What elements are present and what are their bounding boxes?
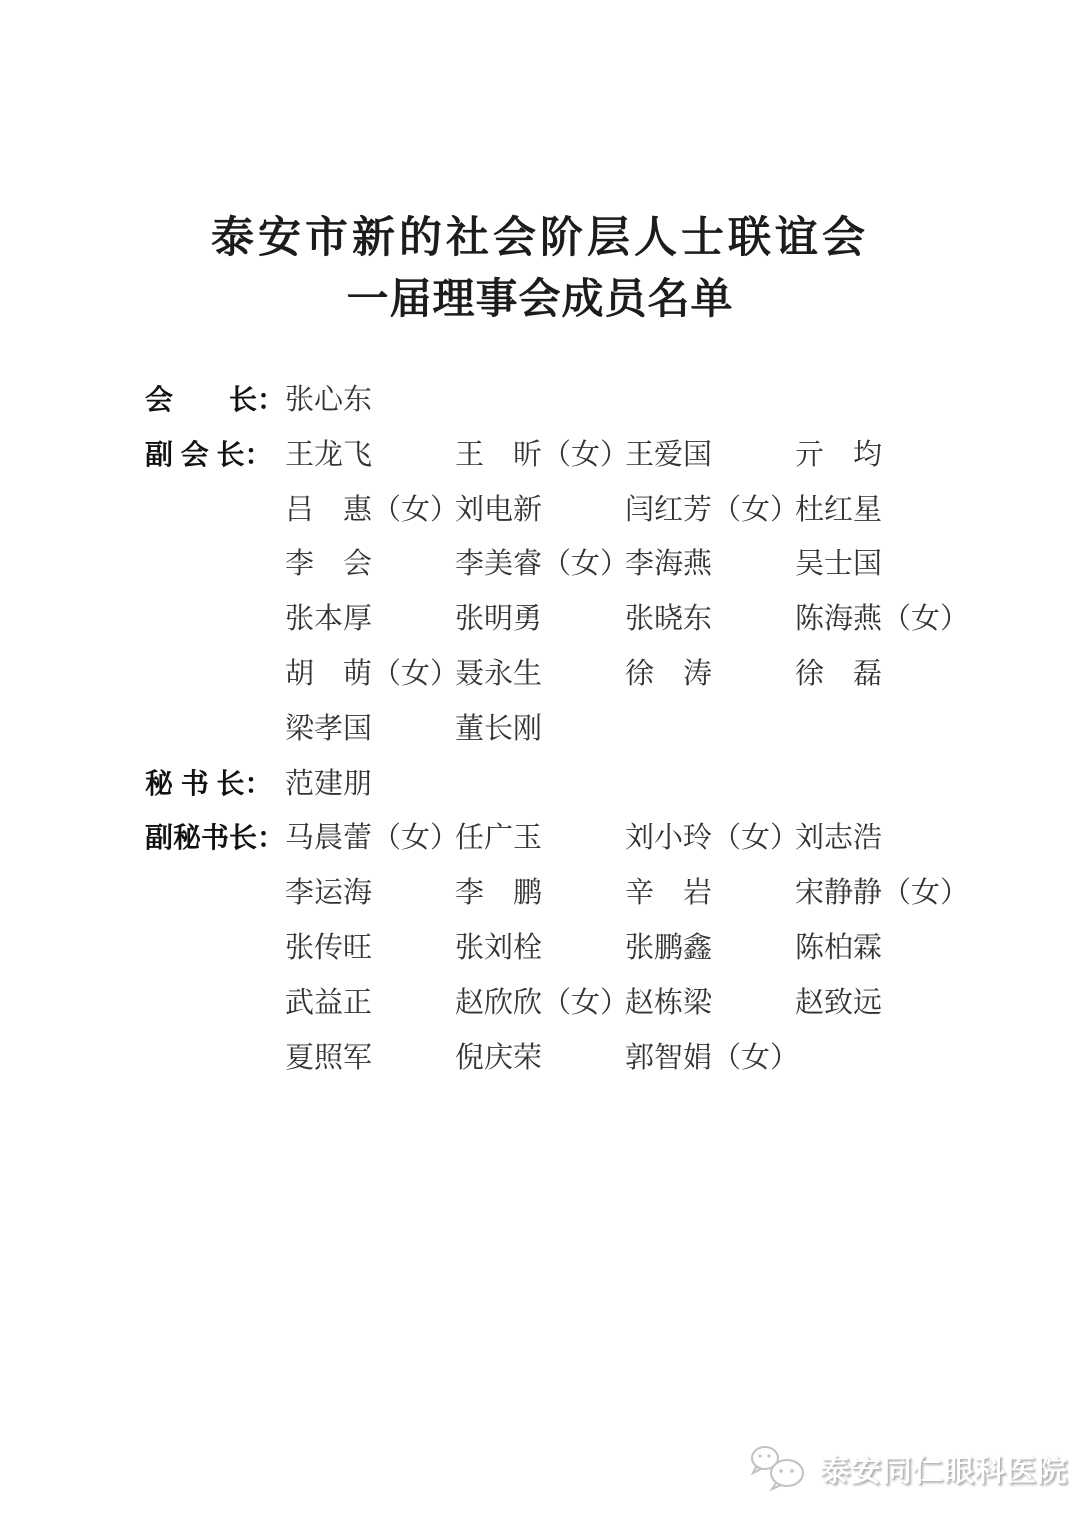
member-name: 梁孝国	[285, 712, 373, 745]
member-name: 胡 萌（女）	[285, 657, 460, 690]
roster-row	[145, 932, 945, 987]
name-columns	[285, 987, 882, 1020]
member-name: 郭智娟（女）	[625, 1041, 800, 1074]
name-columns	[285, 494, 882, 527]
name-columns	[285, 658, 882, 691]
member-name: 马晨蕾（女）	[285, 822, 460, 855]
member-name: 李 会	[285, 548, 373, 581]
name-columns	[285, 768, 795, 801]
member-name: 陈柏霖	[795, 931, 883, 964]
member-name: 张本厚	[285, 603, 373, 636]
roster-row	[145, 494, 945, 549]
member-name: 刘志浩	[795, 822, 883, 855]
member-name: 聂永生	[455, 657, 543, 690]
name-columns	[285, 713, 795, 746]
member-name: 刘电新	[455, 493, 543, 526]
member-name: 张心东	[285, 384, 373, 416]
member-name: 赵欣欣（女）	[455, 986, 630, 1019]
title-line-2: 一届理事会成员名单	[346, 277, 734, 323]
brand-watermark-text: 泰安同仁眼科医院	[820, 1455, 1068, 1488]
member-name: 赵栋梁	[625, 986, 713, 1019]
member-name: 王 昕（女）	[455, 438, 630, 471]
roster-row	[145, 658, 945, 713]
member-name: 张传旺	[285, 931, 373, 964]
name-columns	[285, 548, 882, 581]
member-roster	[145, 384, 970, 1096]
roster-row-deputy-secretary-general	[145, 822, 945, 877]
member-name: 亓 均	[795, 438, 883, 471]
member-name: 张刘栓	[455, 931, 543, 964]
role-label: 副秘书长：	[145, 822, 286, 854]
member-name: 张鹏鑫	[625, 931, 713, 964]
name-columns	[285, 384, 795, 417]
member-name: 李海燕	[625, 548, 713, 581]
name-columns	[285, 932, 882, 965]
member-name: 李运海	[285, 877, 373, 910]
roster-row-secretary-general	[145, 768, 945, 823]
member-name: 刘小玲（女）	[625, 822, 800, 855]
roster-row	[145, 987, 945, 1042]
name-columns	[285, 439, 882, 472]
role-label: 会 长：	[145, 384, 286, 415]
roster-row	[145, 713, 945, 768]
member-name: 陈海燕（女）	[795, 603, 970, 636]
member-name: 杜红星	[795, 493, 883, 526]
brand-watermark	[746, 1443, 1068, 1493]
roster-row	[145, 603, 970, 658]
member-name: 徐 涛	[625, 657, 713, 690]
member-name: 赵致远	[795, 986, 883, 1019]
roster-row	[145, 1042, 945, 1097]
member-name	[625, 768, 795, 801]
name-columns	[285, 603, 969, 636]
wechat-chat-bubbles-icon	[746, 1443, 814, 1493]
member-name: 李美睿（女）	[455, 548, 630, 581]
name-columns	[285, 1041, 800, 1075]
role-label: 秘 书 长：	[145, 767, 273, 799]
member-name: 夏照军	[285, 1041, 373, 1074]
member-name: 王龙飞	[285, 438, 373, 471]
member-name: 张明勇	[455, 603, 543, 636]
member-name: 宋静静（女）	[795, 877, 970, 910]
member-name: 范建朋	[285, 767, 373, 800]
member-name: 辛 岩	[625, 877, 713, 910]
member-name: 闫红芳（女）	[625, 493, 800, 526]
roster-row-vice-president	[145, 439, 945, 494]
roster-row-president	[145, 384, 945, 439]
member-name	[455, 384, 625, 417]
name-columns	[285, 877, 969, 910]
member-name: 武益正	[285, 986, 373, 1019]
member-name: 王爱国	[625, 438, 713, 471]
member-name: 李 鹏	[455, 877, 543, 910]
member-name	[625, 384, 795, 417]
member-name: 吕 惠（女）	[285, 493, 460, 526]
roster-row	[145, 877, 970, 932]
member-name: 吴士国	[795, 548, 883, 581]
member-name: 倪庆荣	[455, 1041, 543, 1074]
member-name	[625, 713, 795, 746]
roster-row	[145, 548, 945, 603]
name-columns	[285, 822, 882, 855]
role-label: 副 会 长：	[145, 438, 273, 470]
member-name: 董长刚	[455, 712, 543, 745]
title-line-1: 泰安市新的社会阶层人士联谊会	[211, 215, 869, 262]
member-name: 徐 磊	[795, 657, 883, 690]
document-title	[0, 208, 1080, 330]
member-name: 张晓东	[625, 603, 713, 636]
member-name: 任广玉	[455, 822, 543, 855]
member-name	[455, 768, 625, 801]
